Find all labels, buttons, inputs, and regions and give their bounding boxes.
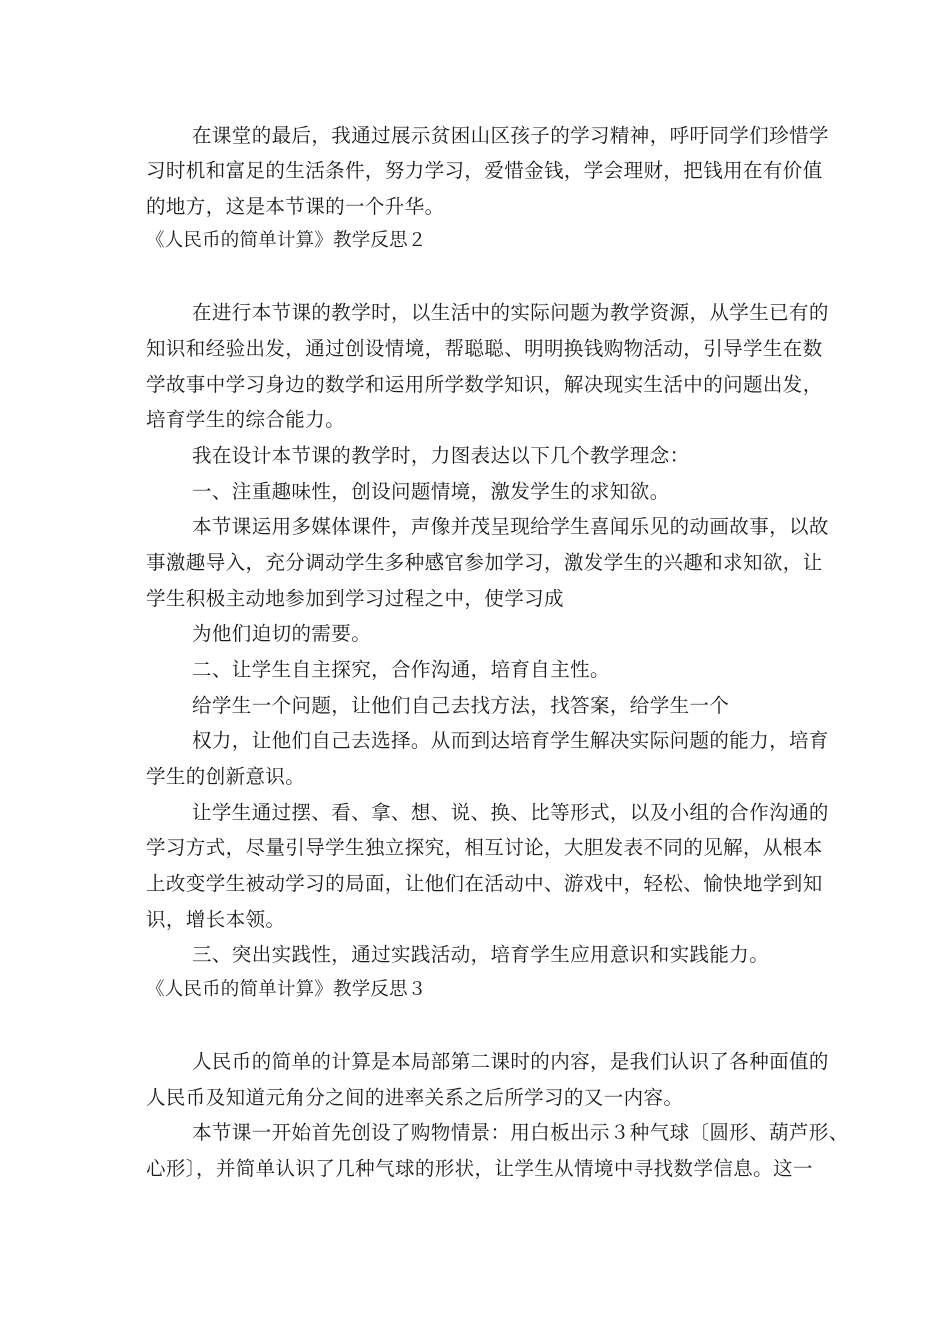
point-heading: 一、注重趣味性，创设问题情境，激发学生的求知欲。	[192, 480, 670, 503]
paragraph-line: 培育学生的综合能力。	[146, 408, 346, 431]
paragraph-line: 知识和经验出发，通过创设情境，帮聪聪、明明换钱购物活动，引导学生在数	[146, 337, 823, 360]
paragraph-line: 的地方，这是本节课的一个升华。	[146, 195, 445, 218]
paragraph-line: 学生积极主动地参加到学习过程之中，使学习成	[146, 587, 564, 610]
paragraph-line: 上改变学生被动学习的局面，让他们在活动中、游戏中，轻松、愉快地学到知	[146, 872, 823, 895]
paragraph-line: 给学生一个问题，让他们自己去找方法，找答案，给学生一个	[192, 694, 730, 717]
paragraph-line: 在进行本节课的教学时，以生活中的实际问题为教学资源，从学生已有的	[192, 301, 829, 324]
paragraph-line: 本节课一开始首先创设了购物情景：用白板出示３种气球〔圆形、葫芦形、	[192, 1121, 849, 1144]
paragraph-line: 学生的创新意识。	[146, 765, 306, 788]
paragraph-line: 识，增长本领。	[146, 908, 286, 931]
paragraph-line: 为他们迫切的需要。	[192, 622, 372, 645]
section-heading: 《人民币的简单计算》教学反思３	[146, 979, 427, 1000]
paragraph-line: 事激趣导入，充分调动学生多种感官参加学习，激发学生的兴趣和求知欲，让	[146, 551, 823, 574]
paragraph-line: 本节课运用多媒体课件，声像并茂呈现给学生喜闻乐见的动画故事，以故	[192, 515, 829, 538]
point-heading: 三、突出实践性，通过实践活动，培育学生应用意识和实践能力。	[192, 943, 770, 966]
paragraph-line: 学习方式，尽量引导学生独立探究，相互讨论，大胆发表不同的见解，从根本	[146, 836, 823, 859]
paragraph-line: 人民币及知道元角分之间的进率关系之后所学习的又一内容。	[146, 1086, 684, 1109]
paragraph-line: 学故事中学习身边的数学和运用所学数学知识，解决现实生活中的问题出发，	[146, 373, 823, 396]
paragraph-line: 心形〕，并简单认识了几种气球的形状，让学生从情境中寻找数学信息。这一	[146, 1157, 813, 1180]
section-heading: 《人民币的简单计算》教学反思２	[146, 230, 427, 251]
paragraph-line: 习时机和富足的生活条件，努力学习，爱惜金钱，学会理财，把钱用在有价值	[146, 159, 823, 182]
paragraph-line: 权力，让他们自己去选择。从而到达培育学生解决实际问题的能力，培育	[192, 729, 829, 752]
point-heading: 二、让学生自主探究，合作沟通，培育自主性。	[192, 658, 610, 681]
paragraph-line: 让学生通过摆、看、拿、想、说、换、比等形式，以及小组的合作沟通的	[192, 801, 829, 824]
paragraph-line: 我在设计本节课的教学时，力图表达以下几个教学理念：	[192, 444, 690, 467]
paragraph-line: 人民币的简单的计算是本局部第二课时的内容，是我们认识了各种面值的	[192, 1050, 829, 1073]
paragraph-line: 在课堂的最后，我通过展示贫困山区孩子的学习精神，呼吁同学们珍惜学	[192, 124, 829, 147]
